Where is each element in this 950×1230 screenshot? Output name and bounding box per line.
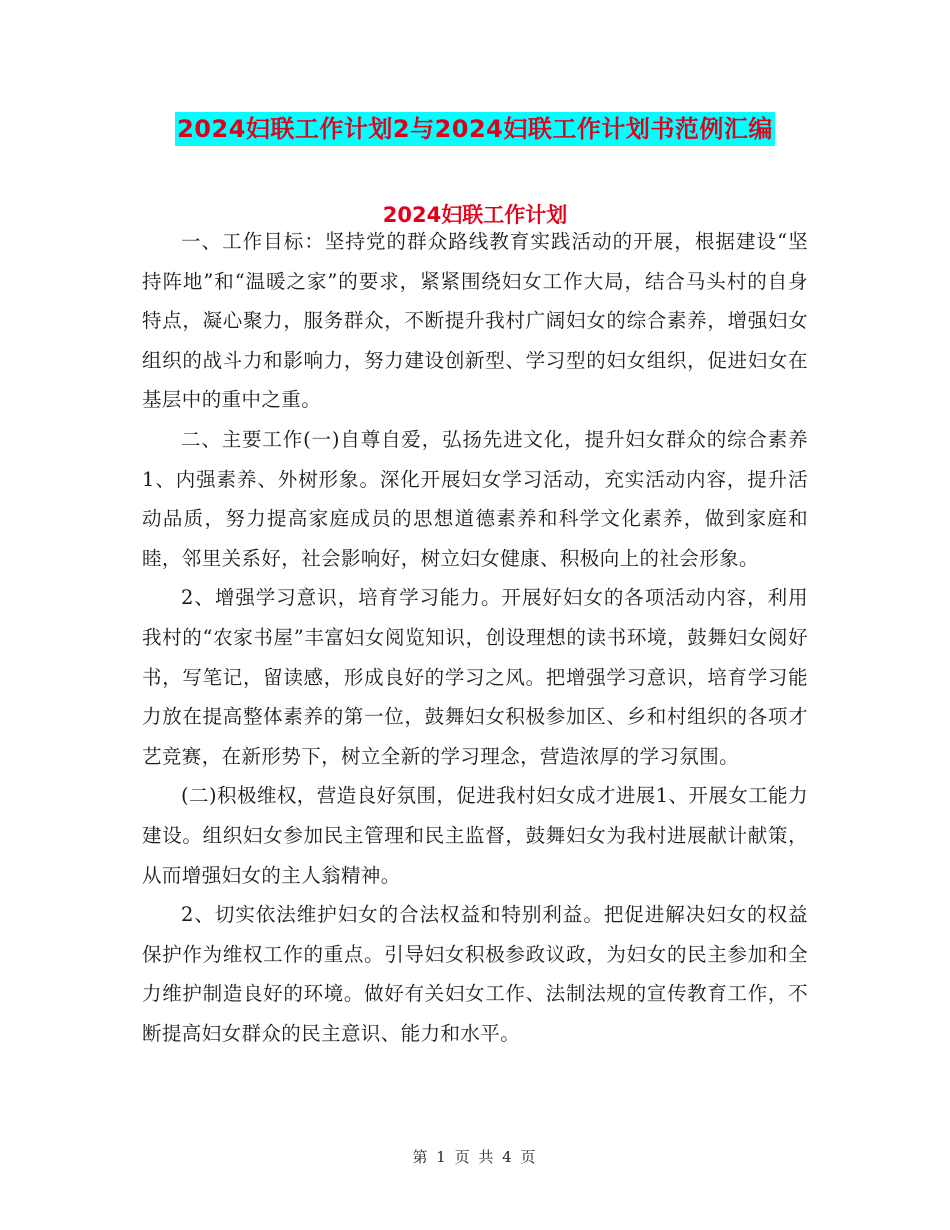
document-title-container bbox=[0, 112, 950, 146]
paragraph-rights: (二)积极维权，营造良好氛围，促进我村妇女成才进展1、开展女工能力建设。组织妇女参加民主管理和民主监督，鼓舞妇女为我村进展献计献策，从而增强妇女的主人翁精神。 bbox=[142, 784, 808, 887]
paragraph-main-work: 二、主要工作(一)自尊自爱，弘扬先进文化，提升妇女群众的综合素养1、内强素养、外树形象。深化开展妇女学习活动，充实活动内容，提升活动品质，努力提高家庭成员的思想道德素养和科学文化素养，做到家庭和睦，邻里关系好，社会影响好，树立妇女健康、积极向上的社会形象。 bbox=[142, 427, 808, 570]
paragraph-legal-protection: 2、切实依法维护妇女的合法权益和特别利益。把促进解决妇女的权益保护作为维权工作的重点。引导妇女积极参政议政，为妇女的民主参加和全力维护制造良好的环境。做好有关妇女工作、法制法规的宣传教育工作，不断提高妇女群众的民主意识、能力和水平。 bbox=[142, 903, 808, 1045]
paragraph-work-goal: 一、工作目标：坚持党的群众路线教育实践活动的开展，根据建设“坚持阵地”和“温暖之家”的要求，紧紧围绕妇女工作大局，结合马头村的自身特点，凝心聚力，服务群众，不断提升我村广阔妇女的综合素养，增强妇女组织的战斗力和影响力，努力建设创新型、学习型的妇女组织，促进妇女在基层中的重中之重。 bbox=[142, 230, 808, 412]
page-footer: 第 1 页 共 4 页 bbox=[412, 1148, 538, 1166]
section-title: 2024妇联工作计划 bbox=[382, 203, 568, 227]
document-body bbox=[142, 222, 808, 1053]
paragraph-learning: 2、增强学习意识，培育学习能力。开展好妇女的各项活动内容，利用我村的“农家书屋”丰富妇女阅览知识，创设理想的读书环境，鼓舞妇女阅好书，写笔记，留读感，形成良好的学习之风。把增强学习意识，培育学习能力放在提高整体素养的第一位，鼓舞妇女积极参加区、乡和村组织的各项才艺竞赛，在新形势下，树立全新的学习理念，营造浓厚的学习氛围。 bbox=[142, 586, 808, 768]
document-title: 2024妇联工作计划2与2024妇联工作计划书范例汇编 bbox=[175, 112, 775, 146]
